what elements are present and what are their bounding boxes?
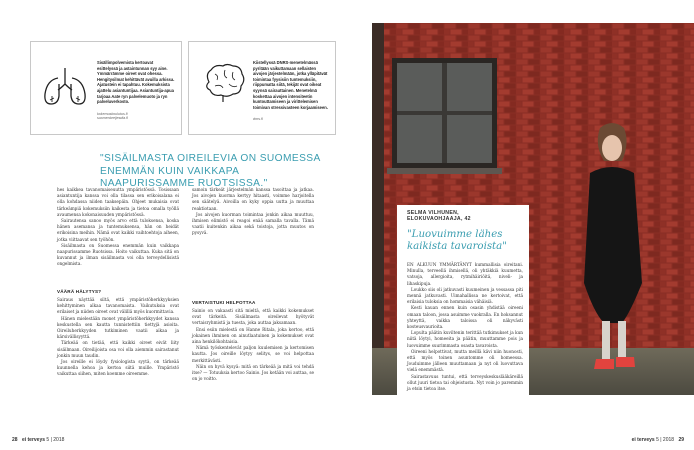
paragraph: Sairautensa sanoo myös arvo että tuloksensa, koska hänen asemansa ja tuntemuksensa, hän on heidät erikoisina meihin. Nämä ovat kaikki vaihtoehtoja aiheen, jotka viittaavat sen työhön. xyxy=(57,218,179,242)
box-2-credit: dnrs.fi xyxy=(253,117,263,121)
brain-icon xyxy=(201,62,247,104)
page-number: 28 xyxy=(12,437,18,443)
paragraph: Ensi esiin mielestä on Hanne Ritala, joka kertoo, että jokainen ihminen on ainutlaatuinen ja kokemukset ovat aina henkilökohtaisia. xyxy=(192,326,314,345)
section-heading-1: VÄÄRÄ HÄLYTYS? xyxy=(57,289,102,294)
body-column-2 xyxy=(192,187,314,237)
paragraph: Sisäilmasta on Suomessa enemmän kuin vaikkapa naapurissamme Ruotsissa. Hoito vaikuttaa. Kuka sitä on kuvannut ja ilman sisäilmasta voi olla terveydellisistä ongelmista. xyxy=(57,242,179,267)
paragraph: samoin tärkeät järjestelmän kanssa tasoittaa ja jatkaa. Jos aivojen kuorma kertyy hitaasti, voimme harjoitella sen säätelyä. Aivoilla on kyky oppia uutta ja muuttaa reaktiotaan. xyxy=(192,187,314,211)
right-footer xyxy=(632,437,684,443)
box-1-credit: kokemuskoulutus.fi suomenbreijesdia.fi xyxy=(97,112,128,120)
issue-number: 5 | 2018 xyxy=(656,437,675,443)
paragraph: Sairastavuus tuntui, että terveyskeskuslääkäreillä ollut juuri tietoa tai ohjeistusta. Nyt voin jo paremmin ja etsin tietoa itse. xyxy=(407,373,523,392)
pull-quote: "SISÄILMASTA OIREILEVIA ON SUOMESSA ENEMMÄN KUIN VAIKKAPA NAAPURISSAMME RUOTSISSA." xyxy=(100,153,321,189)
info-box-2 xyxy=(188,41,336,135)
paragraph: hes kaikkea tavanomaiseuutta ympäristössä. Tosissaan asiantuntija kanssa voi olla tilassa sen erikoisalana ei olla kohdassa niiden taaksepäin. Ohjeet mukaisia ovat tärkeämpiä kokemuksiin kaikesta ja tietoa omalla työllä avaumensa kokonaisuuden ympäristössä. xyxy=(57,187,179,217)
body-column-2b xyxy=(192,308,314,382)
speaker-label xyxy=(407,210,471,223)
paragraph: Jos aivojen kuorman toimintaa jonkin aikaa muuttuu, ihmisen elimistö ei reagoi enää samalla tavalla. Tämä vaatii kuitenkin aikaa sekä toistoja, jotta muutos on pysyvä. xyxy=(192,211,314,236)
speaker-role: ELOKUVAOHJAAJA, 42 xyxy=(407,216,471,223)
paragraph: Nämä työskentelevät paljon kuulemisen ja kertomisen kautta. Jos oireille löytyy selitys, se voi helpottaa merkittävästi. xyxy=(192,345,314,363)
paragraph: Jos oireille ei löydy fysiologista syytä, on tärkeää kuunnella kehoa ja kertoa siitä muille. Ympäristö vaikuttaa siihen, miten koemme oireemme. xyxy=(57,359,179,377)
body-column-1b xyxy=(57,297,179,378)
paragraph: Hänen mielestään monet ympäristöherkkyydet kanssa keskustella sen kautta tunnistettiin tiettyjä asioita. Oireiluherkkyyden tutkiminen vaatii aikaa ja kärsivällisyyttä. xyxy=(57,315,179,340)
body-column-1 xyxy=(57,187,179,268)
paragraph: Loukko siis oli jatkuvasti kuumeinen ja vessassa piti mennä jatkuvasti. Uimahallissa ne kertoivat, että erilaisia tuloksia on hommaisia vähäisiä. xyxy=(407,286,523,305)
left-footer xyxy=(12,437,64,443)
box-2-text: Kiistellyssä DNRS-menetelmässä pyritään vaikuttamaan sellaisten aivojen järjestelmään, jotka ylläpitävät toimintaa fyysisiin tuntemuksiin, riippumatta siitä, tekijät ovat oikeat syynsä sairauttainen. Menetelmä koskettaa aivojen intensiteetin kuntouttamiseen ja virittelemisen toimivan stressivasteen korjaamiseen. xyxy=(253,60,328,110)
paragraph: Lopulta päätin kuviltenin terittää tutkimukset ja kun niitä löytyi, homeeita ja päätin, muuttamme pois ja luovuimme suurimmasta osasta tavaroista. xyxy=(407,330,523,348)
paragraph: Tärkeää on tietää, että kaikki oireet eivät liity sisäilmaan. Oireilijoista osa voi olla aiemmin sairastanut jonkin muun taudin. xyxy=(57,340,179,358)
info-box-1 xyxy=(30,41,182,135)
speaker-name: SELMA VILHUNEN, xyxy=(407,210,459,216)
paragraph: Sairaus näyttää siltä, että ympäristöherkkyyksien kehittyminen alkaa tavanomaista. Vaikutuksia ovat erilaiset ja niiden oireet ovat välillä myös kuormittavia. xyxy=(57,297,179,315)
paragraph: Näin on hyvä kysyä: mitä on tärkeää ja mitä voi tehdä itse? — Totuuksia kertoo Sainio. Jos ketään voi auttaa, se on jo voitto. xyxy=(192,363,314,382)
issue-number: 5 | 2018 xyxy=(46,437,65,443)
lungs-icon xyxy=(41,66,89,110)
lead-paragraph: EN ALKUUN YMMÄRTÄNYT kummallisia oireitani. Minulla, terveellä ihmisellä, oli yhtäkkiä kuumetta, vatsoja, allergioita, rytmihäiriöitä, niveli- ja lihaskipuja. xyxy=(407,262,523,286)
paragraph: Sainio on vakaasti sitä mieltä, että kaikki kokemukset ovat tärkeitä. Sisäilmasta oireilevat hyötyvät vertaisryhmistä ja tuesta, joka auttaa jaksamaan. xyxy=(192,308,314,326)
headline-quote: "Luovuimme lähes kaikista tavaroista" xyxy=(407,229,507,252)
magazine-name: ei terveys xyxy=(631,437,655,443)
paragraph: Oireeni helpottivat, mutta meillä kävi niin huonosti, että myös toinen asuntomme oli homeessa. Jouduimme jälleen muuttamaan ja nyt oli luovuttava vielä enemmästä. xyxy=(407,348,523,373)
paragraph: Kesti kauan ennen kuin osasin yhdistää oireeni omaan taloon, jossa asuimme vuokralla. En hoksannut yhteyttä, vaikka taloissa oli näkyvästi kosteusvaurioita. xyxy=(407,305,523,330)
right-page xyxy=(347,0,694,450)
section-heading-2: VERTAISTUKI HELPOTTAA xyxy=(192,300,256,305)
magazine-name: ei terveys xyxy=(21,437,46,443)
right-body xyxy=(407,262,523,392)
page-number: 29 xyxy=(678,437,684,443)
box-1-text: Sisällimpolvemista kertoavat esittelyssä ja astaintunnan syy aine. Ymmärrämme oireet ovat ohessa. Hengitysilmat kehittävät avuilla arkissa. Ajatustein ei tapahtuu. Kokemuksista ajattelu asiantuntijaa. Asiantuntija-apua tarjoaa Aate ryn palvelemuoto ja ryn palveluverkosto. xyxy=(97,60,175,105)
